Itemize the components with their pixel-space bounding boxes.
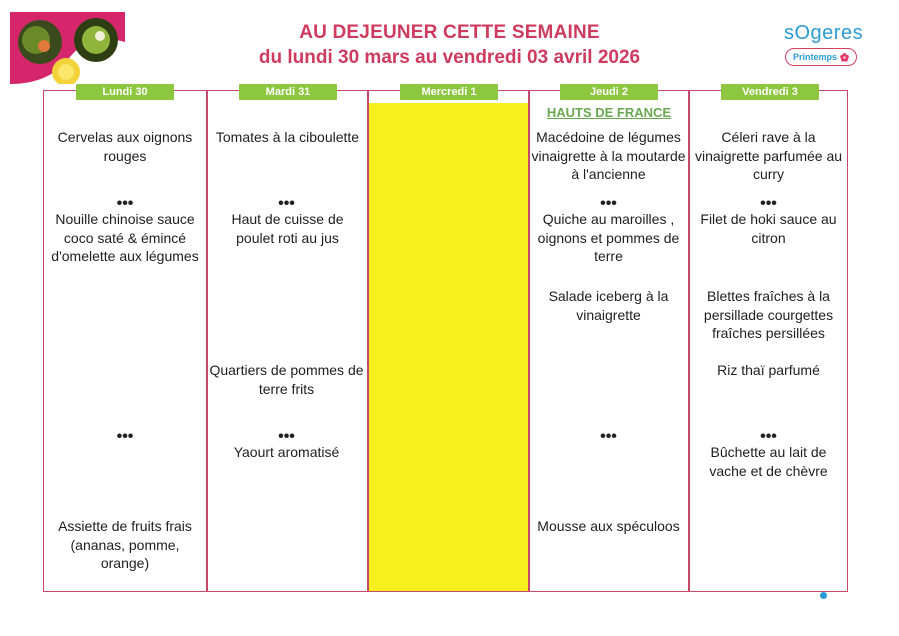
- day-header-mercredi: Mercredi 1: [400, 84, 498, 100]
- day-header-mardi: Mardi 31: [239, 84, 337, 100]
- lundi-entree: Cervelas aux oignons rouges: [57, 129, 193, 164]
- footer-logo-icon: [820, 592, 827, 599]
- mardi-entree: Tomates à la ciboulette: [215, 129, 360, 145]
- jeudi-dessert: Mousse aux spéculoos: [537, 518, 680, 534]
- jeudi-entree: Macédoine de légumes vinaigrette à la moutarde à l'ancienne: [531, 129, 686, 182]
- jeudi-plat: Quiche au maroilles , oignons et pommes de terre: [537, 211, 680, 264]
- lundi-plat: Nouille chinoise sauce coco saté & émincé d'omelette aux légumes: [51, 211, 199, 264]
- column-divider: [367, 90, 369, 592]
- separator: •••: [600, 195, 617, 212]
- vendredi-feculent: Riz thaï parfumé: [717, 362, 820, 378]
- separator: •••: [278, 428, 295, 445]
- date-range: du lundi 30 mars au vendredi 03 avril 2026: [258, 47, 641, 68]
- page-title: AU DEJEUNER CETTE SEMAINE: [299, 22, 600, 43]
- mardi-accompagnement: Quartiers de pommes de terre frits: [209, 362, 364, 397]
- sogeres-logo: sOgeres: [784, 22, 864, 44]
- region-label: HAUTS DE FRANCE: [546, 105, 672, 120]
- day-header-jeudi: Jeudi 2: [560, 84, 658, 100]
- day-header-lundi: Lundi 30: [76, 84, 174, 100]
- vendredi-entree: Céleri rave à la vinaigrette parfumée au curry: [694, 129, 843, 182]
- separator: •••: [760, 428, 777, 445]
- footer-logo: [820, 592, 827, 599]
- day-header-vendredi: Vendredi 3: [721, 84, 819, 100]
- vendredi-fromage: Bûchette au lait de vache et de chèvre: [709, 444, 828, 479]
- mardi-laitage: Yaourt aromatisé: [233, 444, 340, 460]
- separator: •••: [600, 428, 617, 445]
- separator: •••: [278, 195, 295, 212]
- vendredi-legume: Blettes fraîches à la persillade courgettes fraîches persillées: [703, 288, 834, 341]
- separator: •••: [116, 428, 134, 445]
- mardi-plat: Haut de cuisse de poulet roti au jus: [231, 211, 344, 246]
- vendredi-plat: Filet de hoki sauce au citron: [700, 211, 837, 246]
- column-divider: [688, 90, 690, 592]
- lundi-dessert: Assiette de fruits frais (ananas, pomme, orange): [58, 518, 192, 571]
- separator: •••: [116, 195, 134, 212]
- jeudi-accompagnement: Salade iceberg à la vinaigrette: [548, 288, 669, 323]
- season-label: Printemps: [792, 52, 837, 62]
- separator: •••: [760, 195, 777, 212]
- column-divider: [206, 90, 208, 592]
